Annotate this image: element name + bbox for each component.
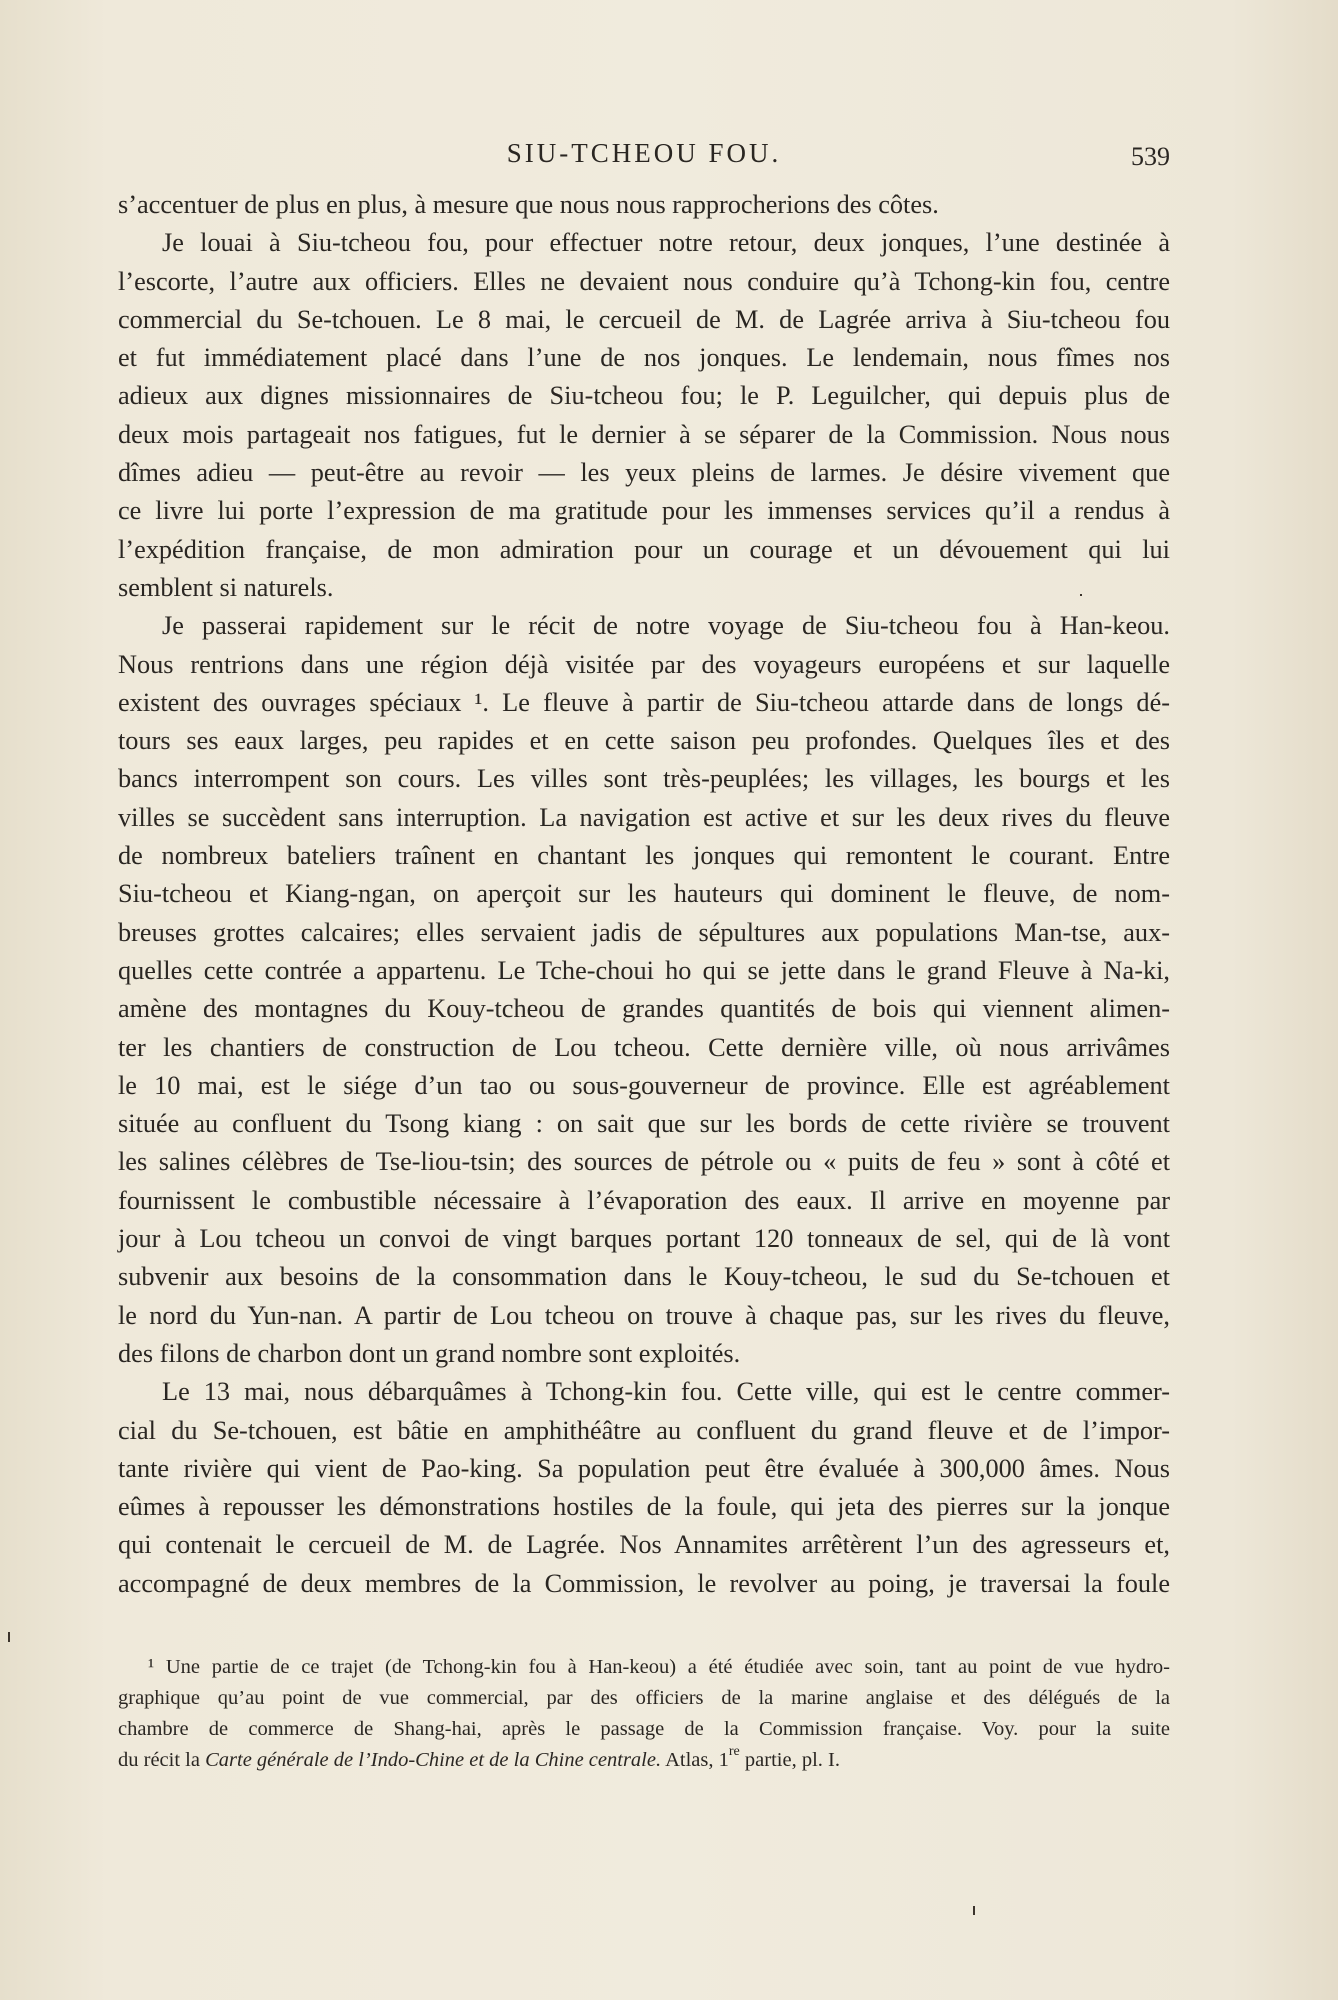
text-line: tours ses eaux larges, peu rapides et en cette saison peu profondes. Quelques îles et des [118,726,1170,756]
scan-speck [973,1906,975,1915]
text-line: l’expédition française, de mon admiration pour un courage et un dévouement qui lui [118,534,1170,564]
footnote-map-title: Carte générale de l’Indo-Chine et de la Chine centrale. [205,1749,662,1771]
text-line: Je louai à Siu-tcheou fou, pour effectuer notre retour, deux jonques, l’une destinée à [162,228,1170,258]
text-line: deux mois partageait nos fatigues, fut le dernier à se séparer de la Commission. Nous nous [118,419,1170,449]
paragraph-4 [118,1373,1170,1603]
text-line: Siu-tcheou et Kiang-ngan, on aperçoit sur les hauteurs qui dominent le fleuve, de nom- [118,879,1170,909]
text-line: Nous rentrions dans une région déjà visitée par des voyageurs européens et sur laquelle [118,649,1170,679]
text-line: ce livre lui porte l’expression de ma gratitude pour les immenses services qu’il a rendus à [118,496,1170,526]
footnote-text: du récit la [118,1749,206,1771]
footnote-line [118,1745,1170,1776]
text-line: dîmes adieu — peut-être au revoir — les yeux pleins de larmes. Je désire vivement que [118,458,1170,488]
scan-speck [8,1632,10,1642]
text-line: des filons de charbon dont un grand nombre sont exploités. [118,1338,741,1368]
text-line: s’accentuer de plus en plus, à mesure que nous nous rapprocherions des côtes. [118,190,939,219]
text-line: les salines célèbres de Tse-liou-tsin; des sources de pétrole ou « puits de feu » sont à côté et [118,1147,1170,1177]
text-line: semblent si naturels. [118,572,334,602]
text-line: bancs interrompent son cours. Les villes sont très-peuplées; les villages, les bourgs et les [118,764,1170,794]
text-line: villes se succèdent sans interruption. La navigation est active et sur les deux rives du fleuve [118,802,1170,832]
text-line: l’escorte, l’autre aux officiers. Elles ne devaient nous conduire qu’à Tchong-kin fou, centre [118,266,1170,296]
paragraph-3 [118,607,1170,1373]
text-line: subvenir aux besoins de la consommation dans le Kouy-tcheou, le sud du Se-tchouen et [118,1262,1170,1292]
footnote [118,1652,1170,1776]
text-line: amène des montagnes du Kouy-tcheou de grandes quantités de bois qui viennent alimen- [118,994,1170,1024]
footnote-text: Atlas, 1 [661,1749,729,1771]
page-number: 539 [1131,142,1170,171]
text-line: et fut immédiatement placé dans l’une de nos jonques. Le lendemain, nous fîmes nos [118,343,1170,373]
scan-speck [1080,594,1082,596]
text-line: le nord du Yun-nan. A partir de Lou tcheou on trouve à chaque pas, sur les rives du fleuve, [118,1300,1170,1330]
text-line: le 10 mai, est le siége d’un tao ou sous-gouverneur de province. Elle est agréablement [118,1070,1170,1100]
footnote-text: partie, pl. I. [739,1749,840,1771]
text-line: jour à Lou tcheou un convoi de vingt barques portant 120 tonneaux de sel, qui de là vont [118,1224,1170,1254]
running-header [118,138,1170,178]
text-line: adieux aux dignes missionnaires de Siu-tcheou fou; le P. Leguilcher, qui depuis plus de [118,381,1170,411]
footnote-line: ¹ Une partie de ce trajet (de Tchong-kin fou à Han-keou) a été étudiée avec soin, tant au point de vue hydro- [148,1656,1170,1678]
text-line: cial du Se-tchouen, est bâtie en amphithéâtre au confluent du grand fleuve et de l’impor- [118,1415,1170,1445]
text-line: eûmes à repousser les démonstrations hostiles de la foule, qui jeta des pierres sur la jonque [118,1492,1170,1522]
text-line: ter les chantiers de construction de Lou tcheou. Cette dernière ville, où nous arrivâmes [118,1032,1170,1062]
footnote-line: chambre de commerce de Shang-hai, après le passage de la Commission française. Voy. pour la suite [118,1718,1170,1740]
text-line: tante rivière qui vient de Pao-king. Sa population peut être évaluée à 300,000 âmes. Nous [118,1453,1170,1483]
paragraph-2 [118,224,1170,607]
text-line: qui contenait le cercueil de M. de Lagrée. Nos Annamites arrêtèrent l’un des agresseurs et, [118,1530,1170,1560]
running-title: SIU-TCHEOU FOU. [506,138,782,168]
text-line: Je passerai rapidement sur le récit de notre voyage de Siu-tcheou fou à Han-keou. [162,611,1170,641]
text-line: commercial du Se-tchouen. Le 8 mai, le cercueil de M. de Lagrée arriva à Siu-tcheou fou [118,304,1170,334]
text-line: breuses grottes calcaires; elles servaient jadis de sépultures aux populations Man-tse, aux- [118,917,1170,947]
text-line: fournissent le combustible nécessaire à l’évaporation des eaux. Il arrive en moyenne par [118,1185,1170,1215]
text-line: de nombreux bateliers traînent en chantant les jonques qui remontent le courant. Entre [118,841,1170,871]
paragraph-1 [118,186,1170,224]
text-line: située au confluent du Tsong kiang : on sait que sur les bords de cette rivière se trouvent [118,1109,1170,1139]
text-line: Le 13 mai, nous débarquâmes à Tchong-kin fou. Cette ville, qui est le centre commer- [162,1377,1170,1407]
text-line: quelles cette contrée a appartenu. Le Tche-choui ho qui se jette dans le grand Fleuve à Na-ki, [118,955,1170,985]
body-text [118,186,1170,1603]
text-line: existent des ouvrages spéciaux ¹. Le fleuve à partir de Siu-tcheou attarde dans de longs dé- [118,687,1170,717]
footnote-line: graphique qu’au point de vue commercial, par des officiers de la marine anglaise et des délégués de la [118,1687,1170,1709]
footnote-superscript: re [728,1744,740,1759]
text-line: accompagné de deux membres de la Commission, le revolver au poing, je traversai la foule [118,1568,1170,1598]
